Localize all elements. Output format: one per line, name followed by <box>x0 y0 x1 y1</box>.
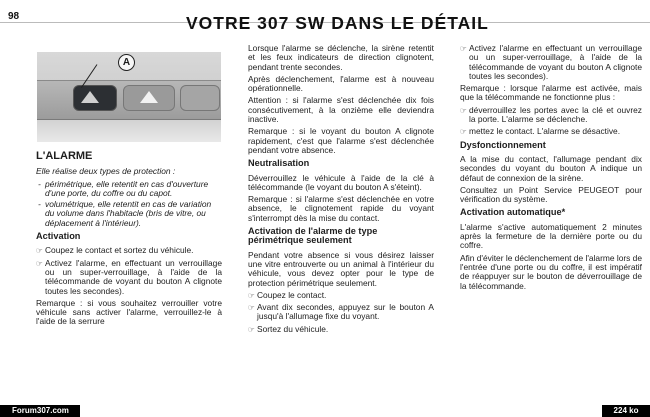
bullet-item: ☞ Activez l'alarme en effectuant un verrouillage ou un super-verrouillage, à l'aide de la télécommande de voyant du bouton A clignote toutes les secondes). <box>460 44 642 81</box>
hazard-triangle-icon <box>140 91 158 103</box>
paragraph: Remarque : si l'alarme s'est déclenchée en votre absence, le clignotement rapide du voyant s'interrompt dès la mise du contact. <box>248 194 434 223</box>
activation-title: Activation <box>36 231 81 242</box>
dash-item: - volumétrique, elle retentit en cas de variation du volume dans l'habitacle (bris de vitre, ou déplacement à l'intérieur). <box>36 200 222 228</box>
paragraph: Lorsque l'alarme se déclenche, la sirène retentit et les feux indicateurs de direction clignotent, pendant trente secondes. <box>248 43 434 72</box>
footer-site-label: Forum307.com <box>0 405 80 417</box>
section-heading: L'ALARME <box>36 150 93 162</box>
neutralisation-title: Neutralisation <box>248 158 310 169</box>
intro-text: Elle réalise deux types de protection : <box>36 166 176 177</box>
lower-panel <box>37 120 221 142</box>
callout-label: A <box>118 54 135 71</box>
paragraph: Attention : si l'alarme s'est déclenchée dix fois consécutivement, à la onzième elle deviendra inactive. <box>248 95 434 125</box>
alarm-triangle-icon <box>81 91 99 103</box>
bullet-item: ☞ Avant dix secondes, appuyez sur le bouton A jusqu'à l'allumage fixe du voyant. <box>248 303 434 322</box>
column-3 <box>460 44 642 294</box>
bullet-item: ☞ Coupez le contact et sortez du véhicule. <box>36 246 222 255</box>
dysfonction-title: Dysfonctionnement <box>460 139 546 150</box>
column-2 <box>248 44 434 337</box>
page-number: 98 <box>8 11 20 22</box>
dashboard-illustration <box>37 52 221 142</box>
console-button <box>180 85 220 111</box>
paragraph: A la mise du contact, l'allumage pendant dix secondes du voyant du bouton A indique un défaut de connexion de la sirène. <box>460 153 642 183</box>
paragraph: L'alarme s'active automatiquement 2 minutes après la fermeture de la dernière porte ou du coffre. <box>460 221 642 251</box>
auto-activation-title: Activation automatique* <box>460 207 566 218</box>
bullet-item: ☞ Sortez du véhicule. <box>248 325 434 334</box>
bullet-item: ☞ Activez l'alarme, en effectuant un verrouillage ou un super-verrouillage, à l'aide de la télécommande de voyant du bouton A clignote toutes les secondes). <box>36 259 222 296</box>
paragraph: Pendant votre absence si vous désirez laisser une vitre entrouverte ou un animal à l'intérieur du véhicule, vous devez opter pour le type de protection périmétrique seulement. <box>248 249 434 288</box>
paragraph: Remarque : si le voyant du bouton A clignote rapidement, c'est que l'alarme s'est déclenchée pendant votre absence. <box>248 126 434 155</box>
paragraph: Consultez un Point Service PEUGEOT pour vérification du système. <box>460 184 642 205</box>
paragraph: Déverrouillez le véhicule à l'aide de la clé à télécommande (le voyant du bouton A s'éteint). <box>248 172 434 192</box>
footer-size-label: 224 ko <box>602 405 650 417</box>
column-1 <box>36 152 222 330</box>
perimetric-title: Activation de l'alarme de type périmétrique seulement <box>248 226 378 246</box>
bullet-item: ☞ mettez le contact. L'alarme se désactive. <box>460 127 642 136</box>
paragraph: Afin d'éviter le déclenchement de l'alarme lors de l'entrée d'une porte ou du coffre, il est impératif de réappuyer sur le bouton de déverrouillage de la télécommande. <box>460 252 642 291</box>
paragraph: Après déclenchement, l'alarme est à nouveau opérationnelle. <box>248 73 434 94</box>
bullet-item: ☞ déverrouillez les portes avec la clé et ouvrez la porte. L'alarme se déclenche. <box>460 106 642 125</box>
bullet-item: ☞ Coupez le contact. <box>248 291 434 300</box>
paragraph: Remarque : lorsque l'alarme est activée, mais que la télécommande ne fonctionne plus : <box>460 83 642 103</box>
page-title: VOTRE 307 SW DANS LE DÉTAIL <box>186 13 489 33</box>
remarque-text: Remarque : si vous souhaitez verrouiller votre véhicule sans activer l'alarme, verrouillez-le à l'aide de la serrure <box>36 297 222 327</box>
dash-item: - périmétrique, elle retentit en cas d'ouverture d'une porte, du coffre ou du capot. <box>36 180 222 199</box>
